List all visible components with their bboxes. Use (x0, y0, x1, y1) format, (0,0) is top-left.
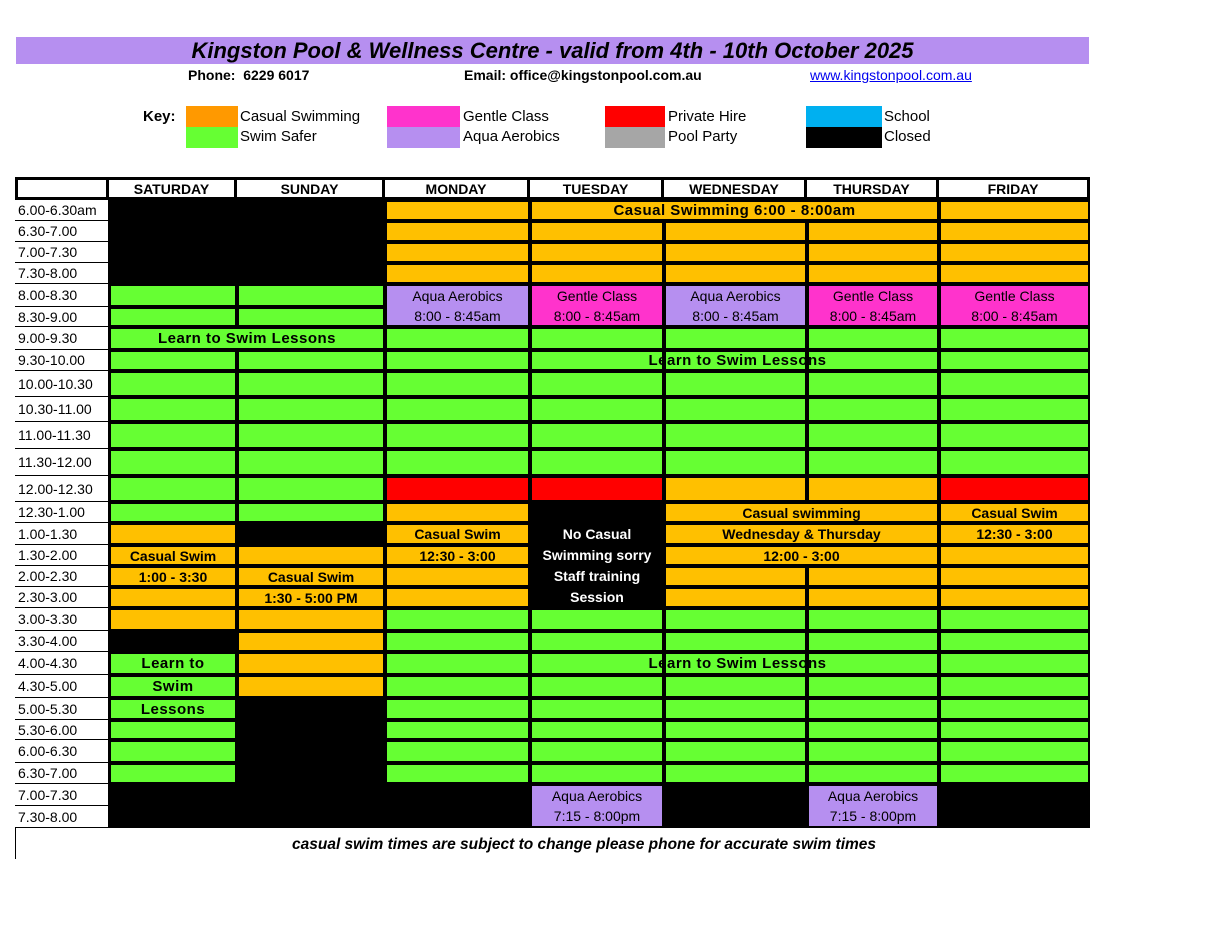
class-name: Aqua Aerobics (827, 788, 919, 804)
lts-cell (939, 327, 1090, 350)
class-time: 8:00 - 8:45am (553, 307, 641, 324)
casual-cell (385, 263, 530, 284)
lts-cell (385, 720, 530, 740)
key-swimsafer: Swim Safer (240, 128, 317, 145)
time-slot: 10.00-10.30 (15, 371, 109, 397)
class-name: Aqua Aerobics (551, 788, 643, 804)
time-slot: 3.30-4.00 (15, 631, 109, 652)
casual-cell (664, 242, 807, 263)
casual-cell (385, 502, 530, 523)
lts-cell (807, 327, 939, 350)
time-slot: 1.00-1.30 (15, 523, 109, 545)
closed-block (109, 200, 385, 284)
lts-cell (664, 397, 807, 422)
class-time: 8:00 - 8:45am (414, 307, 501, 324)
lts-cell (939, 631, 1090, 652)
key-private: Private Hire (668, 108, 747, 125)
lts-cell (530, 763, 664, 784)
lts-cell (109, 476, 237, 502)
lts-cell (385, 740, 530, 763)
casual-cell (530, 221, 664, 242)
class-monday (385, 284, 530, 327)
lts-cell (664, 720, 807, 740)
tue-notice-line4: Session (570, 589, 624, 605)
class-tuesday (530, 284, 664, 327)
casual-cell (664, 221, 807, 242)
page-title: Kingston Pool & Wellness Centre - valid from 4th - 10th October 2025 (16, 37, 1089, 64)
lts-cell (807, 449, 939, 476)
key-swatch-closed (806, 127, 882, 148)
lts-cell (939, 698, 1090, 720)
mon-casual-label: Casual Swim (385, 523, 530, 545)
time-slot: 8.00-8.30 (15, 284, 109, 307)
casual-cell (109, 608, 237, 631)
lts-cell (109, 307, 237, 327)
lts-cell (109, 720, 237, 740)
lts-cell (109, 350, 237, 371)
lts-cell (237, 422, 385, 449)
time-slot: 9.30-10.00 (15, 350, 109, 371)
day-header-tuesday: TUESDAY (530, 177, 664, 200)
lts-cell (530, 371, 664, 397)
casual-cell (237, 675, 385, 698)
sat-lts-line3: Lessons (109, 698, 237, 720)
time-slot: 5.00-5.30 (15, 698, 109, 720)
day-header-sunday: SUNDAY (237, 177, 385, 200)
lts-cell (385, 449, 530, 476)
sun-casual-label: Casual Swim (237, 566, 385, 587)
phone-label: Phone: (188, 67, 236, 83)
key-gentle: Gentle Class (463, 108, 549, 125)
lts-cell (807, 397, 939, 422)
lts-cell (237, 284, 385, 307)
casual-cell (530, 242, 664, 263)
time-slot: 7.00-7.30 (15, 242, 109, 263)
sat-casual-label: Casual Swim (109, 545, 237, 566)
tue-notice-line2: Swimming sorry (542, 547, 652, 563)
lts-midday-label: Learn to Swim Lessons (648, 352, 827, 369)
lts-cell (385, 698, 530, 720)
time-slot: 2.00-2.30 (15, 566, 109, 587)
casual-cell (807, 566, 939, 587)
private-hire-cell (530, 476, 664, 502)
class-friday (939, 284, 1090, 327)
lts-cell (237, 449, 385, 476)
evening-class-thursday (807, 784, 939, 828)
lts-cell (109, 449, 237, 476)
lts-cell (237, 476, 385, 502)
key-swatch-casual (186, 106, 238, 127)
sat-casual-time: 1:00 - 3:30 (109, 566, 237, 587)
time-slot: 4.00-4.30 (15, 652, 109, 675)
lts-cell (530, 698, 664, 720)
time-slot: 4.30-5.00 (15, 675, 109, 698)
casual-cell (385, 242, 530, 263)
time-slot: 7.30-8.00 (15, 806, 109, 828)
lts-cell (807, 631, 939, 652)
casual-cell (664, 263, 807, 284)
time-slot: 6.00-6.30 (15, 740, 109, 763)
lts-cell (939, 763, 1090, 784)
lts-cell (807, 740, 939, 763)
class-time: 8:00 - 8:45am (829, 307, 917, 324)
lts-cell (939, 720, 1090, 740)
lts-cell (385, 327, 530, 350)
tue-notice-line3: Staff training (553, 568, 641, 584)
class-name: Aqua Aerobics (690, 287, 781, 304)
day-header-wednesday: WEDNESDAY (664, 177, 807, 200)
lts-cell (109, 371, 237, 397)
day-header-saturday: SATURDAY (109, 177, 237, 200)
key-swatch-aqua (387, 127, 460, 148)
time-slot: 6.00-6.30am (15, 200, 109, 221)
casual-morning-label: Casual Swimming 6:00 - 8:00am (530, 200, 939, 221)
timetable (15, 177, 1090, 837)
casual-cell (237, 631, 385, 652)
lts-cell (385, 652, 530, 675)
lts-cell (385, 397, 530, 422)
lts-cell (807, 350, 939, 371)
lts-cell (385, 763, 530, 784)
wedthu-casual-line3: 12:00 - 3:00 (664, 545, 939, 566)
lts-cell (530, 350, 664, 371)
sun-casual-time: 1:30 - 5:00 PM (237, 587, 385, 608)
casual-cell (530, 263, 664, 284)
lts-cell (109, 763, 237, 784)
lts-afternoon-label: Learn to Swim Lessons (648, 655, 827, 672)
time-slot: 6.30-7.00 (15, 221, 109, 242)
casual-cell (664, 566, 807, 587)
class-time: 8:00 - 8:45am (971, 307, 1058, 324)
time-slot: 12.00-12.30 (15, 476, 109, 502)
casual-cell (237, 652, 385, 675)
lts-cell (385, 422, 530, 449)
lts-cell (237, 350, 385, 371)
casual-cell (109, 587, 237, 608)
lts-cell (237, 502, 385, 523)
lts-cell (237, 397, 385, 422)
day-header-friday: FRIDAY (939, 177, 1090, 200)
lts-cell (664, 350, 807, 371)
lts-cell (807, 763, 939, 784)
casual-cell (939, 545, 1090, 566)
time-slot: 5.30-6.00 (15, 720, 109, 740)
casual-cell (939, 242, 1090, 263)
key-swatch-party (605, 127, 665, 148)
lts-cell (939, 350, 1090, 371)
time-slot: 2.30-3.00 (15, 587, 109, 608)
lts-cell (939, 422, 1090, 449)
lts-cell (807, 422, 939, 449)
lts-cell (664, 763, 807, 784)
private-hire-cell (385, 476, 530, 502)
time-slot: 8.30-9.00 (15, 307, 109, 327)
time-slot: 9.00-9.30 (15, 327, 109, 350)
class-time: 7:15 - 8:00pm (829, 808, 917, 824)
casual-cell (385, 566, 530, 587)
lts-cell (939, 652, 1090, 675)
class-name: Gentle Class (832, 287, 914, 304)
lts-cell (385, 350, 530, 371)
casual-cell (385, 221, 530, 242)
lts-cell (807, 371, 939, 397)
lts-cell (664, 675, 807, 698)
casual-cell (939, 587, 1090, 608)
fri-casual-label: Casual Swim (939, 502, 1090, 523)
key-school: School (884, 108, 930, 125)
lts-cell (109, 397, 237, 422)
class-thursday (807, 284, 939, 327)
class-name: Gentle Class (974, 287, 1055, 304)
time-slot: 11.30-12.00 (15, 449, 109, 476)
lts-cell (530, 740, 664, 763)
casual-cell (385, 587, 530, 608)
time-slot: 12.30-1.00 (15, 502, 109, 523)
lts-weekend-label: Learn to Swim Lessons (109, 327, 385, 350)
time-slot: 1.30-2.00 (15, 545, 109, 566)
lts-cell (109, 740, 237, 763)
casual-cell (237, 608, 385, 631)
sat-lts-line2: Swim (109, 675, 237, 698)
lts-cell (530, 397, 664, 422)
lts-cell (530, 327, 664, 350)
lts-cell (939, 608, 1090, 631)
lts-cell (385, 675, 530, 698)
mon-casual-time: 12:30 - 3:00 (419, 547, 496, 564)
key-swatch-gentle (387, 106, 460, 127)
lts-cell (530, 675, 664, 698)
lts-cell (664, 652, 807, 675)
lts-cell (385, 631, 530, 652)
lts-cell (664, 327, 807, 350)
lts-cell (530, 449, 664, 476)
lts-cell (807, 608, 939, 631)
casual-cell (939, 566, 1090, 587)
casual-cell (939, 200, 1090, 221)
lts-cell (664, 608, 807, 631)
lts-cell (109, 502, 237, 523)
day-header-thursday: THURSDAY (807, 177, 939, 200)
casual-cell (807, 587, 939, 608)
lts-cell (237, 371, 385, 397)
lts-cell (664, 449, 807, 476)
lts-cell (530, 422, 664, 449)
casual-cell (664, 476, 807, 502)
email-address: office@kingstonpool.com.au (509, 67, 702, 83)
lts-cell (807, 652, 939, 675)
lts-cell (664, 740, 807, 763)
footer-note: casual swim times are subject to change please phone for accurate swim times (292, 836, 877, 853)
lts-cell (664, 631, 807, 652)
lts-cell (530, 652, 664, 675)
closed-block (109, 631, 237, 652)
key-swatch-private (605, 106, 665, 127)
key-swatch-swimsafer (186, 127, 238, 148)
tue-notice-line1: No Casual (562, 525, 632, 542)
casual-cell (807, 242, 939, 263)
corner-cell (15, 177, 109, 200)
email-info (464, 66, 702, 84)
lts-cell (807, 698, 939, 720)
lts-cell (807, 720, 939, 740)
phone-info (188, 66, 309, 84)
casual-cell (385, 200, 530, 221)
casual-cell (939, 221, 1090, 242)
lts-cell (939, 449, 1090, 476)
evening-class-tuesday (530, 784, 664, 828)
key-swatch-school (806, 106, 882, 127)
key-party: Pool Party (668, 128, 738, 145)
lts-cell (237, 307, 385, 327)
time-slot: 3.00-3.30 (15, 608, 109, 631)
lts-cell (530, 608, 664, 631)
casual-cell (939, 263, 1090, 284)
website-link[interactable]: www.kingstonpool.com.au (810, 67, 972, 83)
lts-cell (664, 422, 807, 449)
key-casual: Casual Swimming (240, 108, 361, 125)
lts-cell (664, 371, 807, 397)
casual-cell (385, 545, 530, 566)
lts-cell (807, 675, 939, 698)
time-slot: 7.00-7.30 (15, 784, 109, 806)
phone-number: 6229 6017 (243, 67, 310, 83)
email-label: Email: (464, 67, 507, 83)
wedthu-casual-line1: Casual swimming (664, 502, 939, 523)
lts-cell (664, 698, 807, 720)
casual-cell (807, 263, 939, 284)
class-wednesday (664, 284, 807, 327)
time-slot: 10.30-11.00 (15, 397, 109, 422)
sat-lts-line1: Learn to (109, 652, 237, 675)
casual-cell (664, 587, 807, 608)
wedthu-casual-line2: Wednesday & Thursday (664, 523, 939, 545)
lts-cell (385, 608, 530, 631)
lts-cell (530, 631, 664, 652)
lts-cell (385, 371, 530, 397)
key-aqua: Aqua Aerobics (463, 128, 560, 145)
class-time: 8:00 - 8:45am (692, 307, 779, 324)
private-hire-cell (939, 476, 1090, 502)
time-slot: 6.30-7.00 (15, 763, 109, 784)
class-name: Aqua Aerobics (412, 287, 503, 304)
lts-cell (939, 675, 1090, 698)
lts-cell (939, 371, 1090, 397)
time-slot: 7.30-8.00 (15, 263, 109, 284)
lts-cell (109, 422, 237, 449)
lts-cell (939, 740, 1090, 763)
time-slot: 11.00-11.30 (15, 422, 109, 449)
closed-block (237, 523, 385, 545)
lts-cell (939, 397, 1090, 422)
key-label: Key: (143, 108, 176, 125)
fri-casual-time: 12:30 - 3:00 (939, 523, 1090, 545)
class-name: Gentle Class (556, 287, 638, 304)
day-header-monday: MONDAY (385, 177, 530, 200)
lts-cell (530, 720, 664, 740)
casual-cell (109, 523, 237, 545)
closed-block (237, 698, 385, 784)
casual-cell (807, 221, 939, 242)
casual-cell (237, 545, 385, 566)
class-time: 7:15 - 8:00pm (553, 808, 641, 824)
lts-cell (109, 284, 237, 307)
casual-cell (807, 476, 939, 502)
key-closed: Closed (884, 128, 931, 145)
